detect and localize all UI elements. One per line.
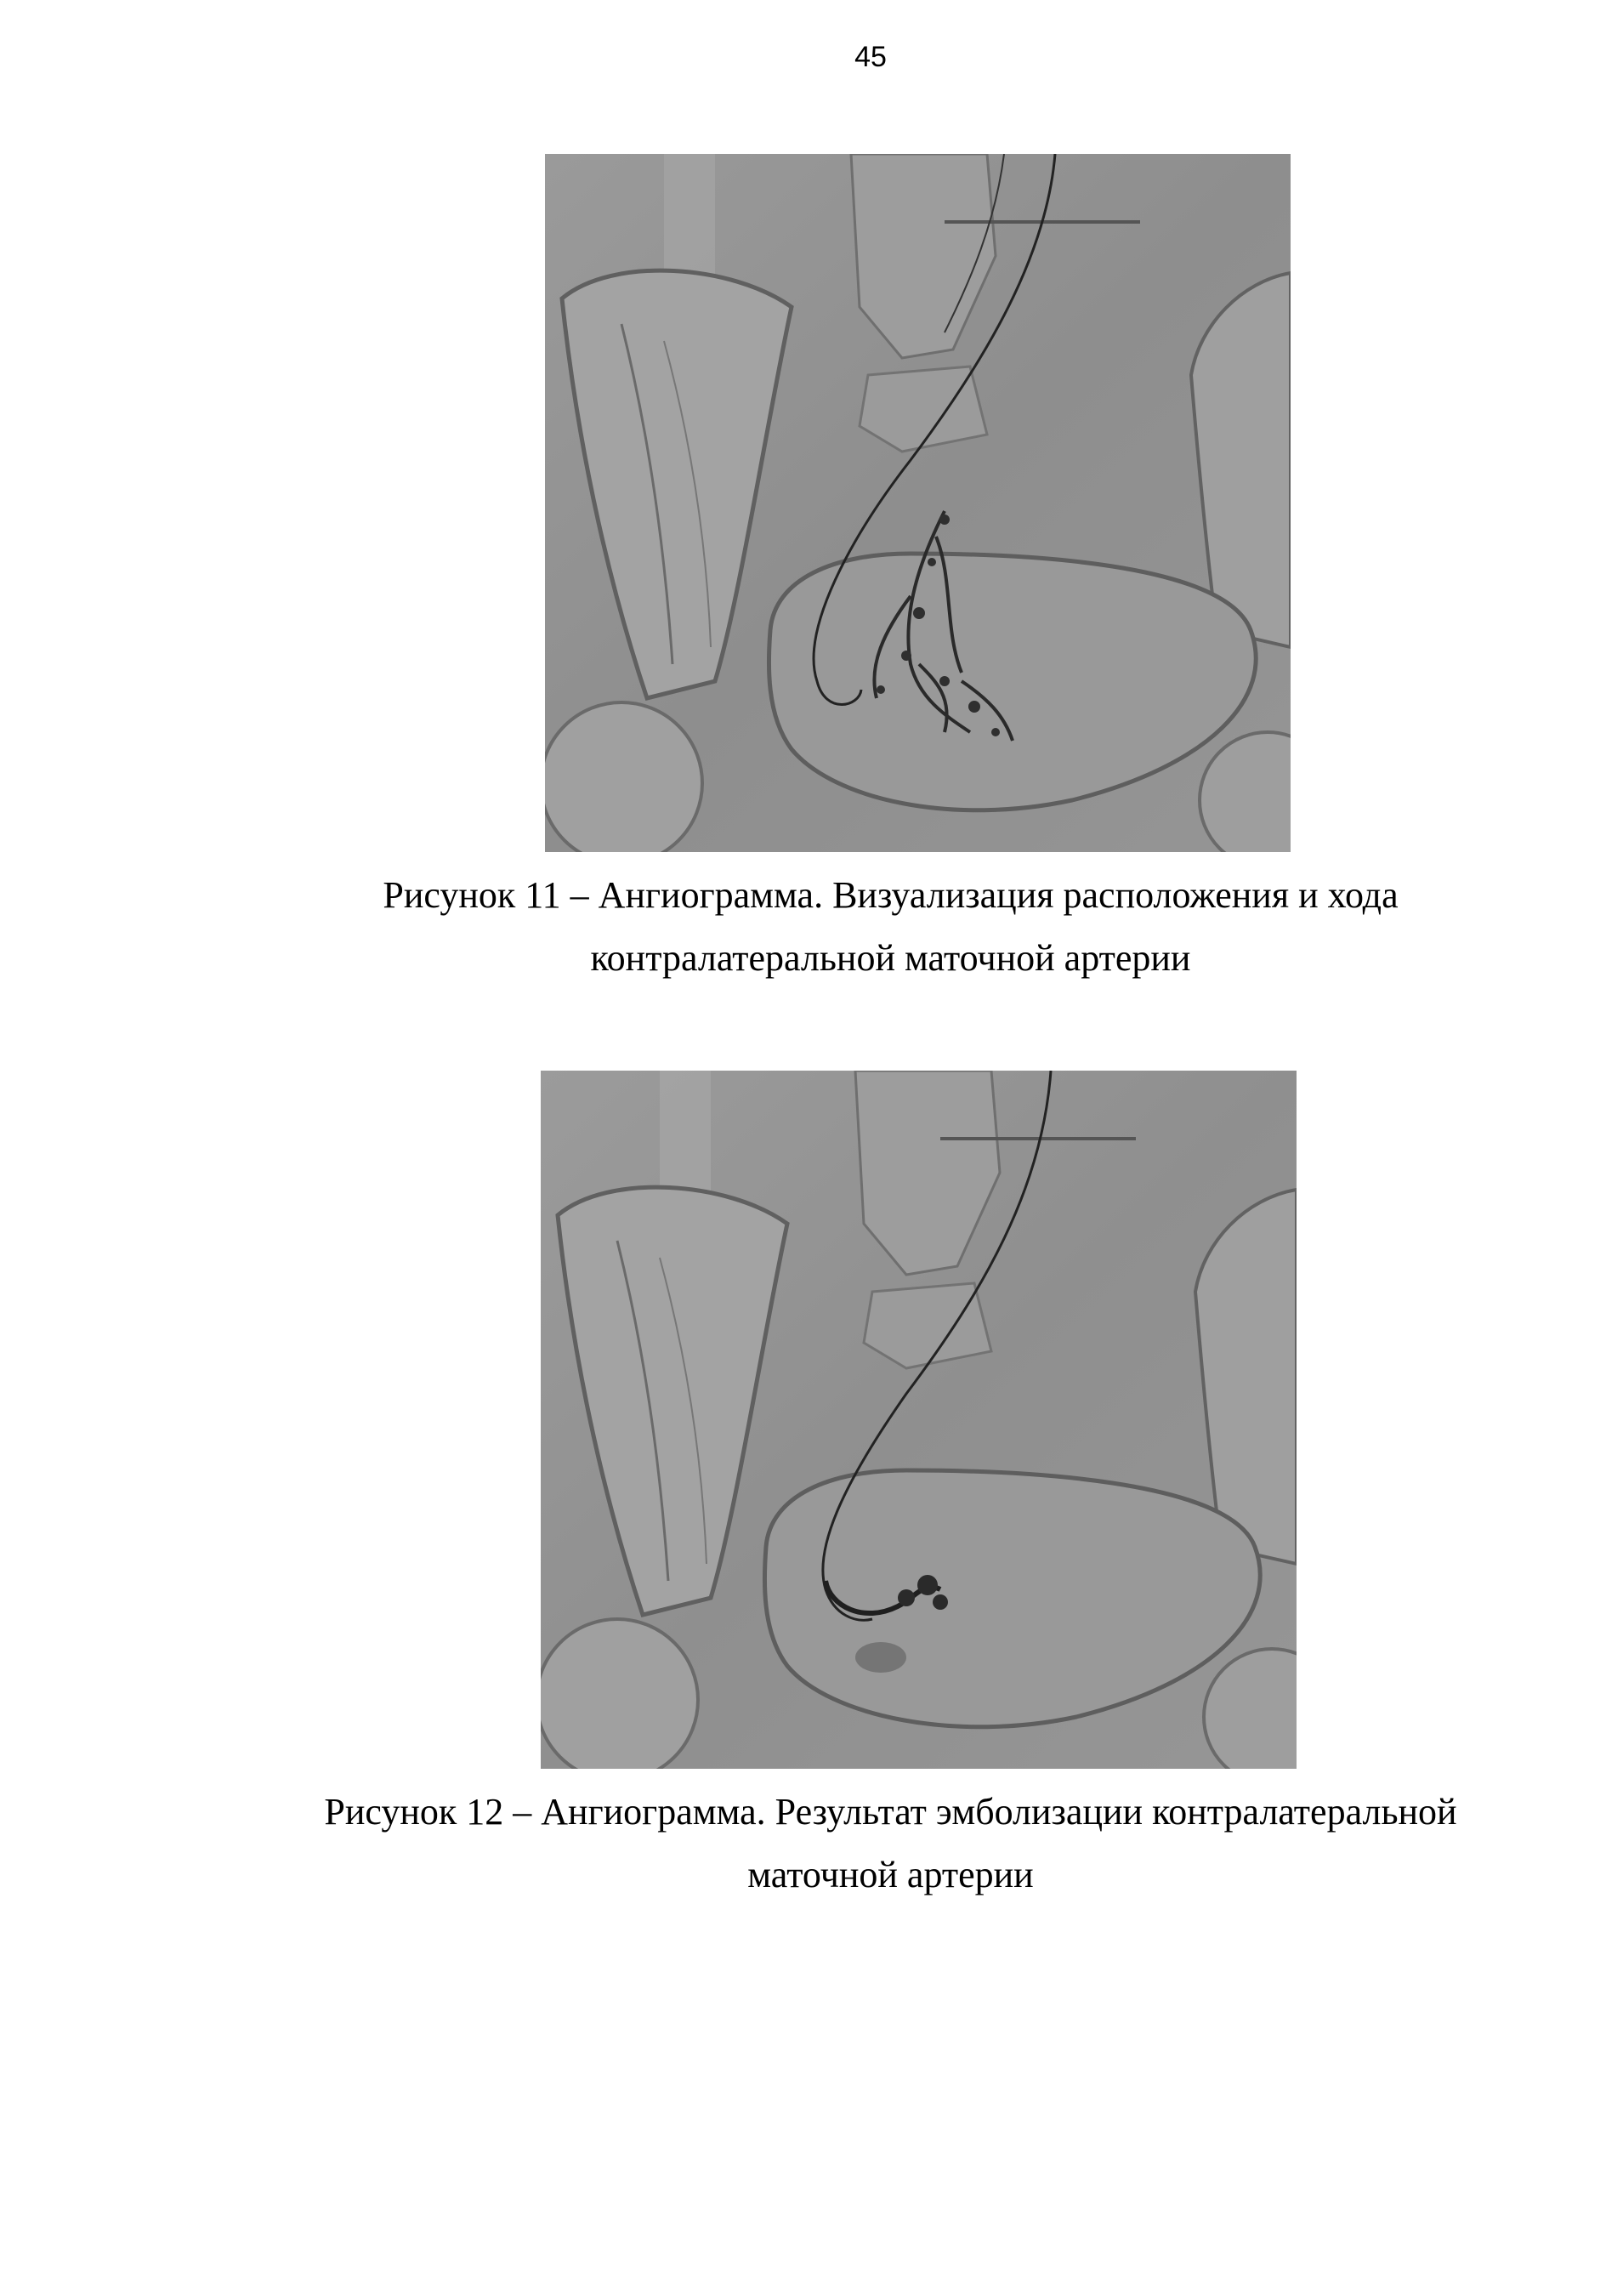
figure-12-caption <box>0 1781 1623 1907</box>
figure-11-caption <box>0 864 1623 990</box>
figure-12-caption-line-1: Рисунок 12 – Ангиограмма. Результат эмболизации контралатеральной <box>324 1791 1457 1833</box>
figure-11-caption-line-2: контралатеральной маточной артерии <box>590 937 1191 979</box>
figure-11-caption-line-1: Рисунок 11 – Ангиограмма. Визуализация расположения и хода <box>383 874 1399 916</box>
angiogram-image-figure-11 <box>545 154 1291 852</box>
page-number: 45 <box>854 41 887 73</box>
angiogram-image-figure-12 <box>541 1071 1297 1769</box>
figure-12-caption-line-2: маточной артерии <box>747 1854 1034 1895</box>
